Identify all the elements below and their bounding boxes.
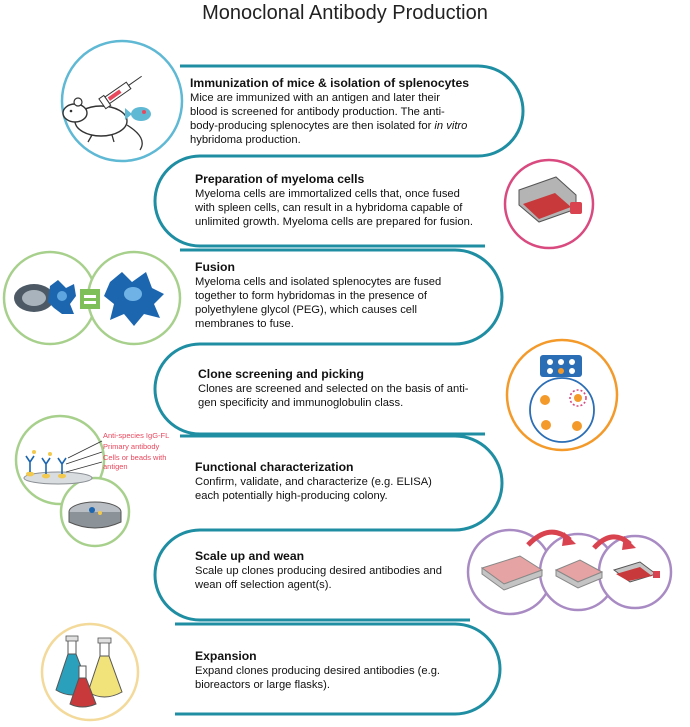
step-heading: Immunization of mice & isolation of splenocytes [190, 76, 469, 90]
step-heading: Clone screening and picking [198, 367, 364, 381]
step-line: Clones are screened and selected on the basis of anti- [198, 383, 469, 395]
elisa-label-4: antigen [103, 462, 128, 471]
step-line: Mice are immunized with an antigen and later their [190, 92, 440, 104]
step-line: each potentially high-producing colony. [195, 490, 388, 502]
elisa-label-2: Primary antibody [103, 442, 160, 451]
elisa-label-1: Anti-species IgG-FL [103, 431, 170, 440]
step-heading: Fusion [195, 260, 235, 274]
step-line: polyethylene glycol (PEG), which causes cell [195, 304, 417, 316]
step-line: Confirm, validate, and characterize (e.g. ELISA) [195, 476, 432, 488]
step-scale-up [195, 549, 495, 592]
step-line: blood is screened for antibody production. The anti- [190, 106, 445, 118]
cell-fusion-icon [4, 252, 180, 344]
step-line: bioreactors or large flasks). [195, 679, 330, 691]
step-heading: Preparation of myeloma cells [195, 172, 365, 186]
clone-plate-icon [507, 340, 617, 450]
step-line: gen specificity and immunoglobulin class. [198, 397, 404, 409]
step-immunization [190, 76, 490, 147]
step-functional-characterization [195, 460, 495, 503]
diagram-title: Monoclonal Antibody Production [202, 2, 488, 24]
step-line: Expand clones producing desired antibodies (e.g. [195, 665, 441, 677]
mouse-syringe-icon [62, 41, 182, 161]
italic-text: in vitro [434, 120, 468, 132]
step-line: Myeloma cells are immortalized cells that, once fused [195, 188, 460, 200]
step-line: together to form hybridomas in the presence of [195, 290, 427, 302]
step-line-text: body-producing splenocytes are then isolated for [190, 120, 435, 132]
step-line: Scale up clones producing desired antibodies and [195, 565, 442, 577]
step-line: unlimited growth. Myeloma cells are prepared for fusion. [195, 216, 473, 228]
flasks-icon [42, 624, 138, 720]
scale-up-plates-icon [468, 530, 671, 614]
step-line: membranes to fuse. [195, 318, 294, 330]
step-myeloma [195, 172, 495, 229]
step-line: with spleen cells, can result in a hybridoma capable of [195, 202, 463, 214]
step-clone-screening [198, 367, 498, 410]
step-line [190, 119, 490, 133]
step-heading: Scale up and wean [195, 549, 305, 563]
step-line: hybridoma production. [190, 134, 301, 146]
step-line: wean off selection agent(s). [195, 579, 332, 591]
step-heading: Functional characterization [195, 460, 354, 474]
step-heading: Expansion [195, 649, 257, 663]
elisa-label-3: Cells or beads with [103, 453, 167, 462]
step-expansion [195, 649, 495, 692]
elisa-dish-icon [16, 416, 169, 546]
step-line: Myeloma cells and isolated splenocytes are fused [195, 276, 442, 288]
culture-flask-icon [505, 160, 593, 248]
step-fusion [195, 260, 495, 331]
